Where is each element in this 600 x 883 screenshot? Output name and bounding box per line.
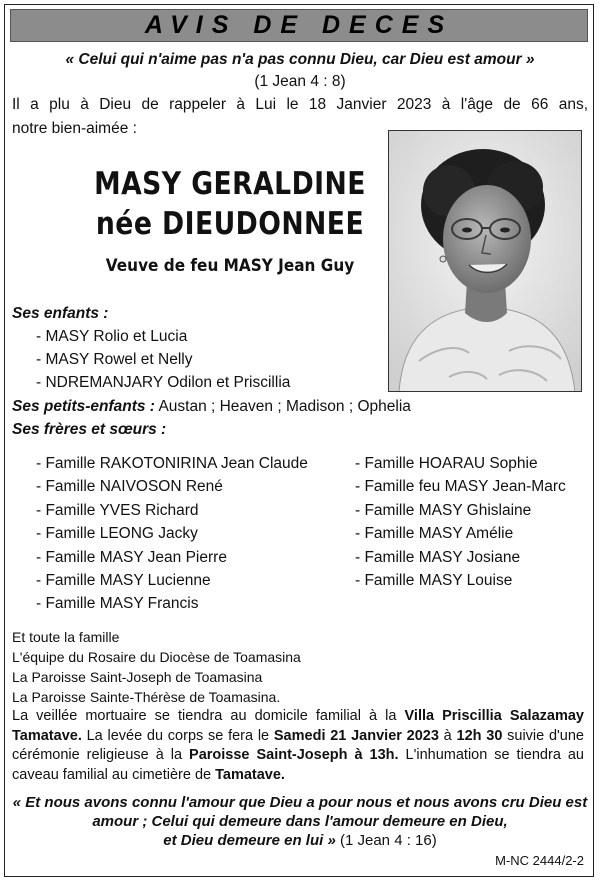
burial-location: Tamatave.: [215, 766, 285, 783]
wake-text: La veillée mortuaire se tiendra au domicile familial à la: [12, 708, 405, 724]
sibling-family-item: - Famille LEONG Jacky: [36, 525, 198, 543]
children-heading: Ses enfants :: [12, 305, 109, 322]
also-mourning-line: La Paroisse Saint-Joseph de Toamasina: [12, 669, 263, 685]
deceased-portrait-photo: [388, 130, 582, 392]
sibling-family-item: - Famille RAKOTONIRINA Jean Claude: [36, 455, 308, 472]
sibling-family-item: - Famille HOARAU Sophie: [355, 455, 538, 472]
grandchildren-names: Austan ; Heaven ; Madison ; Ophelia: [158, 398, 411, 415]
wake-text: suivie d'une cérémonie religieuse à la: [12, 727, 585, 763]
sibling-family-item: - Famille NAIVOSON René: [36, 478, 223, 496]
reference-code: M-NC 2444/2-2: [495, 853, 584, 868]
deceased-maiden-name: née DIEUDONNEE: [95, 206, 365, 242]
closing-quote-line-2: amour ; Celui qui demeure dans l'amour demeure en Dieu,: [92, 813, 508, 830]
closing-quote-line-3: [12, 832, 588, 850]
sibling-family-item: - Famille feu MASY Jean-Marc: [355, 478, 566, 496]
sibling-family-item: - Famille MASY Francis: [36, 595, 199, 613]
sibling-family-item: - Famille MASY Lucienne: [36, 572, 211, 590]
closing-quote-text: et Dieu demeure en lui »: [163, 832, 336, 849]
wake-text: La levée du corps se fera le: [81, 727, 274, 744]
siblings-left-column: [36, 452, 308, 616]
also-mourning-line: La Paroisse Sainte-Thérèse de Toamasina.: [12, 689, 281, 705]
notice-banner: [10, 9, 588, 42]
child-item: - MASY Rolio et Lucia: [36, 328, 188, 345]
sibling-family-item: - Famille MASY Josiane: [355, 548, 521, 566]
intro-line-2: notre bien-aimée :: [12, 120, 137, 137]
funeral-date: Samedi 21 Janvier 2023: [273, 727, 439, 744]
siblings-heading: Ses frères et sœurs :: [12, 421, 167, 438]
sibling-family-item: - Famille MASY Amélie: [355, 525, 514, 543]
also-mourning-line: L'équipe du Rosaire du Diocèse de Toamasina: [12, 649, 301, 665]
wake-text: L'inhumation se tiendra au caveau familial au cimetière de: [12, 747, 584, 783]
funeral-time: 12h 30: [456, 727, 503, 744]
sibling-family-item: - Famille MASY Louise: [355, 572, 513, 590]
widow-of-line: Veuve de feu MASY Jean Guy: [105, 256, 355, 276]
wake-text: à: [438, 727, 457, 744]
siblings-right-column: [355, 452, 566, 592]
sibling-family-item: - Famille MASY Ghislaine: [355, 501, 532, 519]
closing-quote-reference: (1 Jean 4 : 16): [335, 832, 437, 849]
ceremony-location: Paroisse Saint-Joseph à 13h.: [189, 747, 399, 763]
funeral-arrangements: [12, 707, 584, 785]
sibling-family-item: - Famille YVES Richard: [36, 501, 199, 519]
banner-title: AVIS DE DECES: [144, 11, 454, 39]
child-item: - MASY Rowel et Nelly: [36, 351, 193, 368]
closing-quote-line-1: « Et nous avons connu l'amour que Dieu a pour nous et nous avons cru Dieu est: [12, 794, 588, 811]
grandchildren-heading: Ses petits-enfants :: [12, 398, 155, 415]
also-mourning-line: Et toute la famille: [12, 629, 120, 645]
sibling-family-item: - Famille MASY Jean Pierre: [36, 548, 227, 566]
wake-location: Villa Priscillia Salazamay Tamatave.: [12, 708, 584, 744]
intro-line-1: Il a plu à Dieu de rappeler à Lui le 18 Janvier 2023 à l'âge de 66 ans,: [12, 96, 588, 113]
opening-quote: « Celui qui n'aime pas n'a pas connu Dieu, car Dieu est amour »: [65, 51, 535, 68]
grandchildren-line: [12, 398, 411, 416]
opening-quote-reference: (1 Jean 4 : 8): [254, 73, 346, 90]
portrait-image: [389, 131, 582, 392]
deceased-name: MASY GERALDINE: [94, 166, 366, 202]
child-item: - NDREMANJARY Odilon et Priscillia: [36, 374, 291, 391]
